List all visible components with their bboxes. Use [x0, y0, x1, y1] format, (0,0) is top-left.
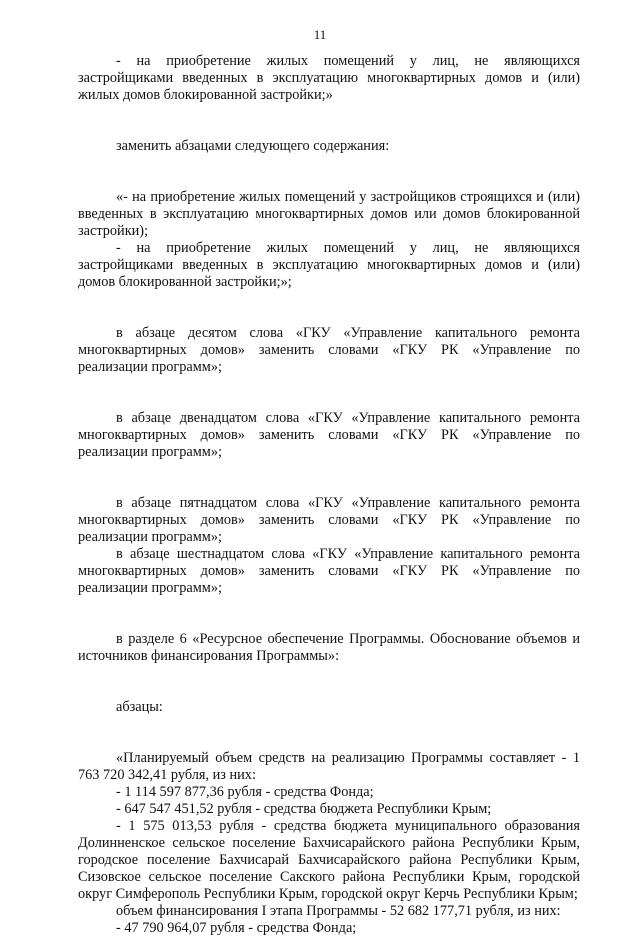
paragraph-16: - 47 790 964,07 рубля - средства Фонда; [116, 920, 357, 936]
paragraph-4: - на приобретение жилых помещений у лиц, не являющихся застройщиками введенных в эксплуатацию многоквартирных домов и (или) домов блокированной застройки;»; [78, 240, 580, 290]
paragraph-1: - на приобретение жилых помещений у лиц, не являющихся застройщиками введенных в эксплуатацию многоквартирных домов и (или) жилых домов блокированной застройки;» [78, 53, 580, 103]
paragraph-12: - 1 114 597 877,36 рубля - средства Фонда; [116, 784, 374, 800]
paragraph-14: - 1 575 013,53 рубля - средства бюджета муниципального образования Долинненское сельское поселение Бахчисарайского района Республики Крым, городское поселение Бахчисарай Бахчисарайского района Республики Крым, Сизовское сельское поселение Сакского района Республики Крым, городской округ Симферополь Республики Крым, городской округ Керчь Республики Крым; [78, 818, 580, 902]
paragraph-3: «- на приобретение жилых помещений у застройщиков строящихся и (или) введенных в эксплуатацию многоквартирных домов или домов блокированной застройки); [78, 189, 580, 239]
paragraph-2: заменить абзацами следующего содержания: [116, 138, 390, 154]
paragraph-11: «Планируемый объем средств на реализацию Программы составляет - 1 763 720 342,41 рубля, из них: [78, 750, 580, 783]
paragraph-5: в абзаце десятом слова «ГКУ «Управление капитального ремонта многоквартирных домов» заменить словами «ГКУ РК «Управление по реализации программ»; [78, 325, 580, 375]
paragraph-13: - 647 547 451,52 рубля - средства бюджета Республики Крым; [116, 801, 492, 817]
paragraph-7: в абзаце пятнадцатом слова «ГКУ «Управление капитального ремонта многоквартирных домов» заменить словами «ГКУ РК «Управление по реализации программ»; [78, 495, 580, 545]
paragraph-9: в разделе 6 «Ресурсное обеспечение Программы. Обоснование объемов и источников финансирования Программы»: [78, 631, 580, 664]
paragraph-15: объем финансирования I этапа Программы - 52 682 177,71 рубля, из них: [116, 903, 561, 919]
paragraph-6: в абзаце двенадцатом слова «ГКУ «Управление капитального ремонта многоквартирных домов» заменить словами «ГКУ РК «Управление по реализации программ»; [78, 410, 580, 460]
paragraph-8: в абзаце шестнадцатом слова «ГКУ «Управление капитального ремонта многоквартирных домов» заменить словами «ГКУ РК «Управление по реализации программ»; [78, 546, 580, 596]
document-body [78, 53, 580, 937]
paragraph-10: абзацы: [116, 699, 163, 715]
page-number: 11 [313, 27, 327, 42]
